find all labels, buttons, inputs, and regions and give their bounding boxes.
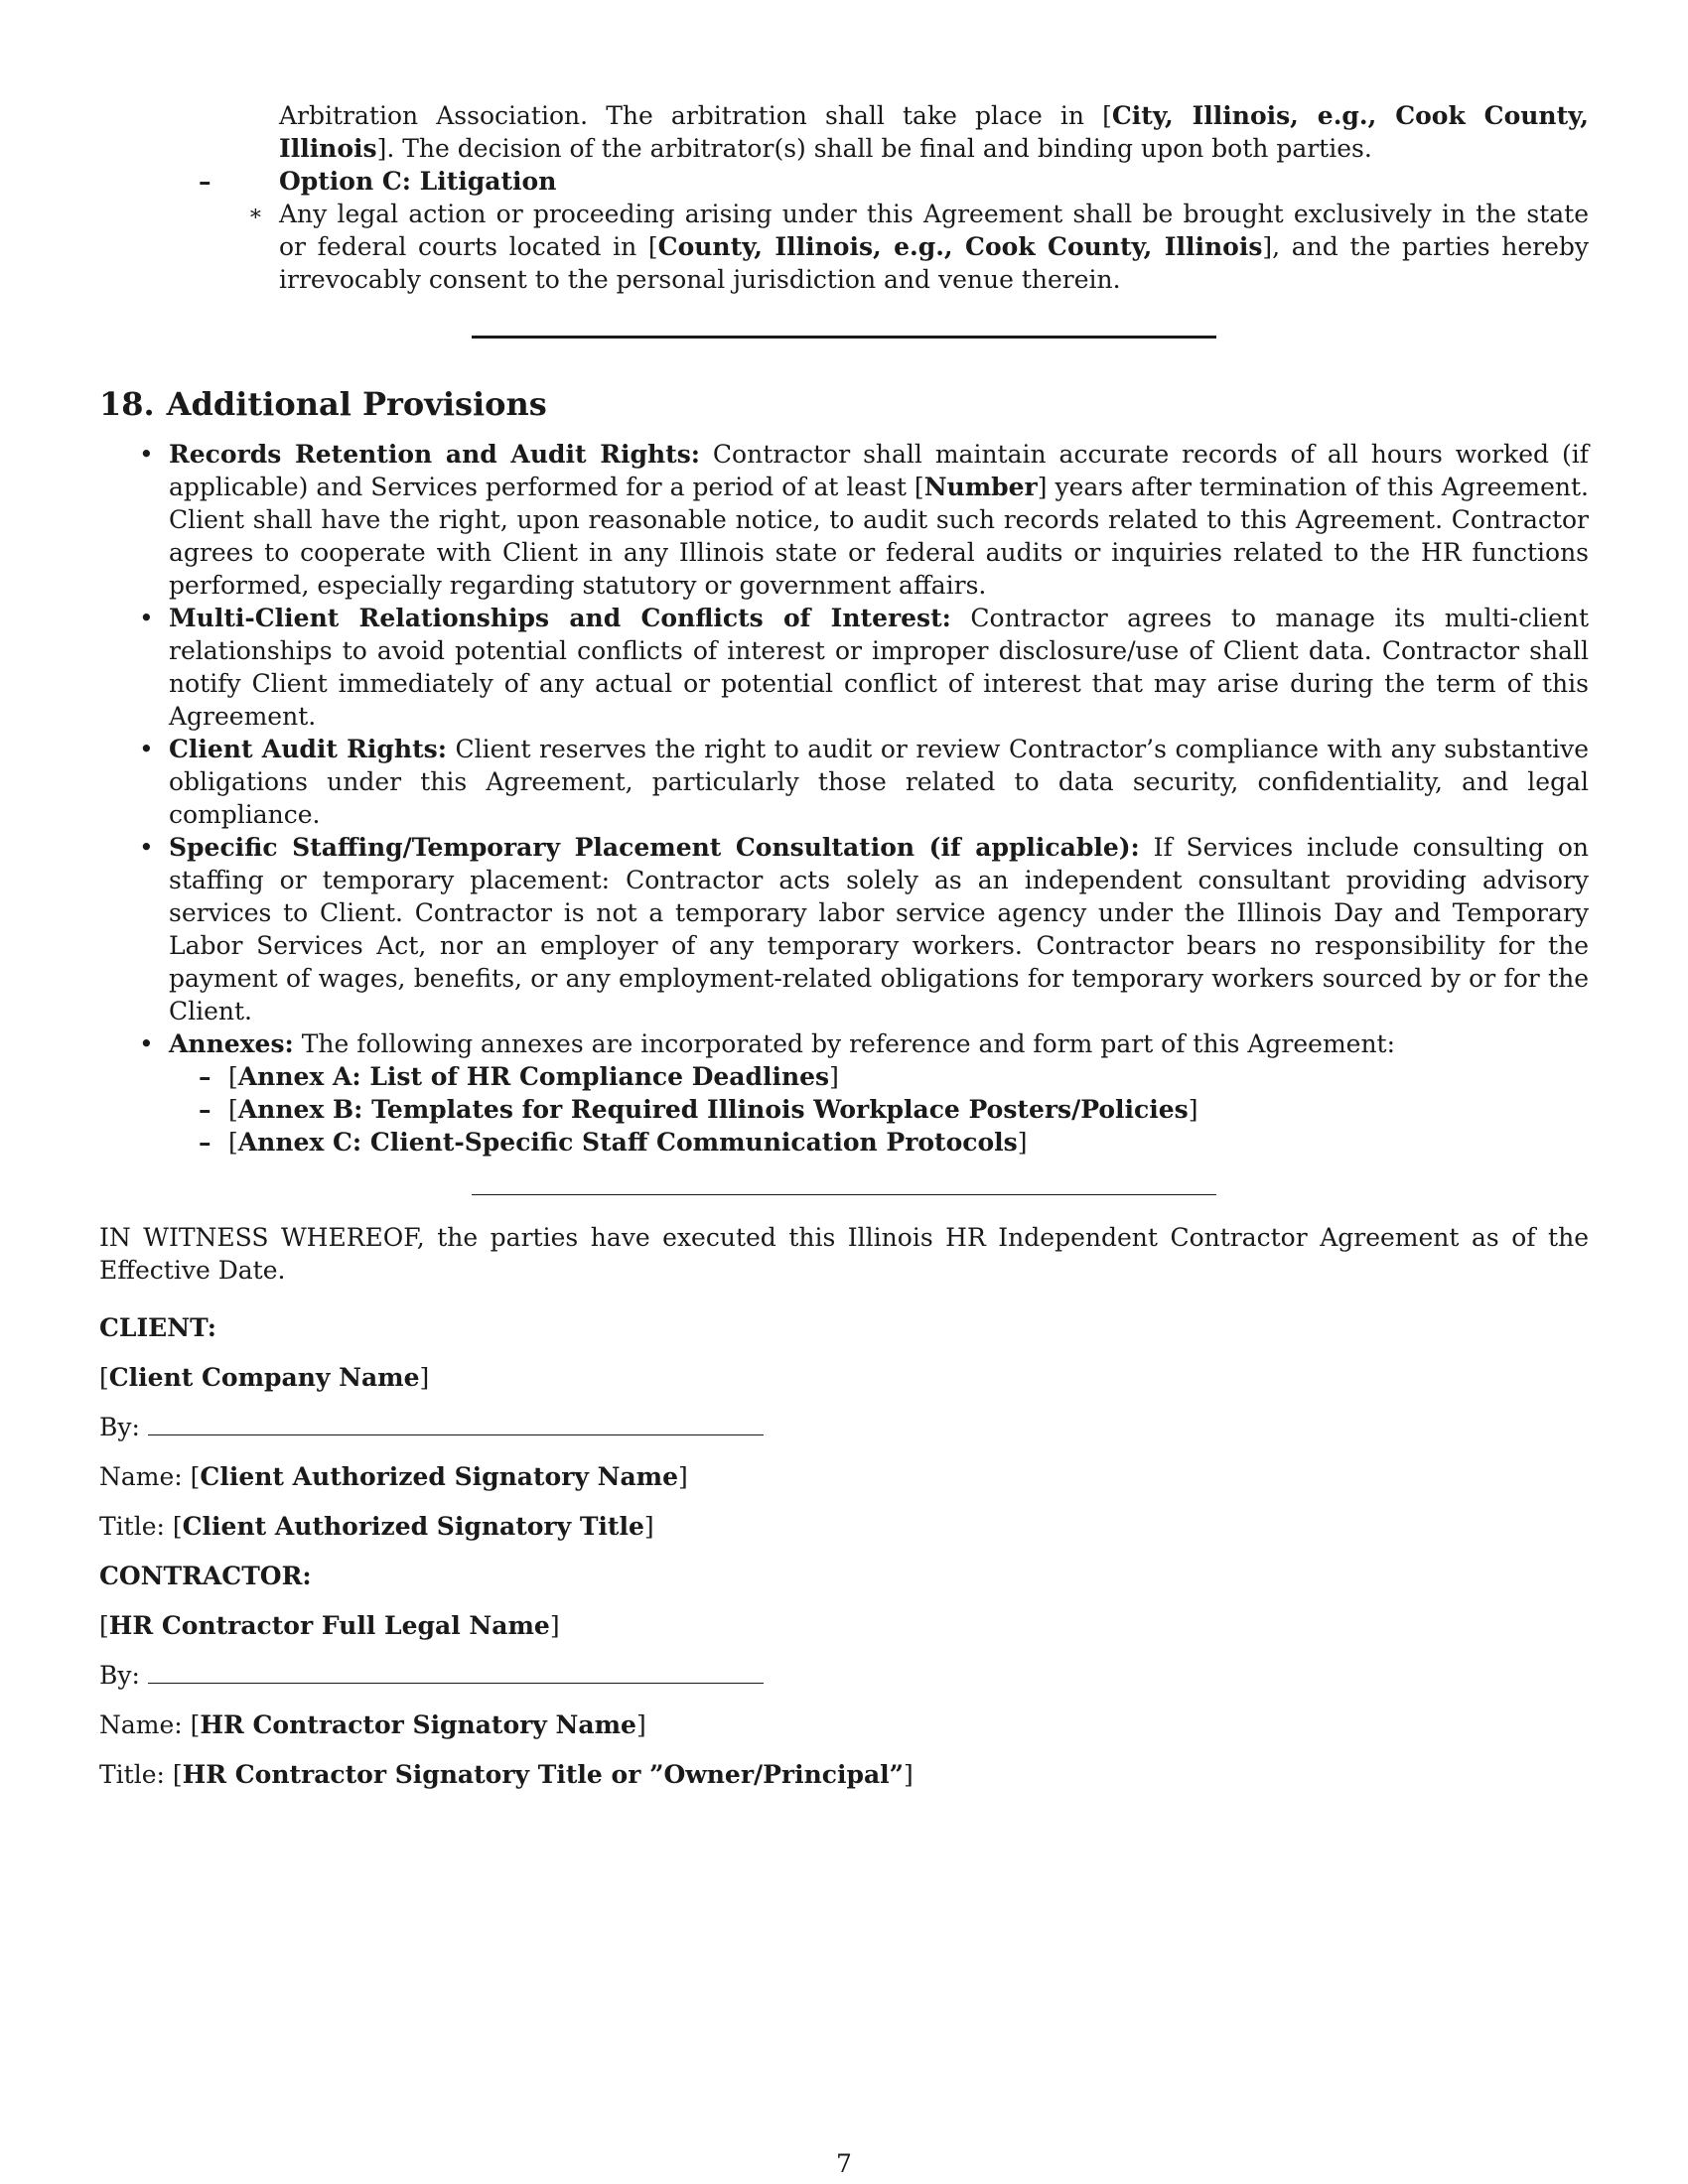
option-b-placeholder: City, Illinois, e.g., Cook County, Illinois xyxy=(279,101,1589,163)
client-by-line xyxy=(99,1411,1589,1443)
client-company: [Client Company Name] xyxy=(99,1363,430,1392)
contractor-name-line: Name: [HR Contractor Signatory Name] xyxy=(99,1710,646,1739)
contractor-signatory-title: HR Contractor Signatory Title or ”Owner/Principal” xyxy=(182,1760,905,1789)
annex-b: Annex B: Templates for Required Illinois Workplace Posters/Policies xyxy=(237,1095,1189,1124)
bullet-marker: • xyxy=(139,604,154,632)
contractor-by-line xyxy=(99,1659,1589,1692)
dash-marker: – xyxy=(199,1062,211,1091)
client-company-name: Client Company Name xyxy=(108,1363,420,1392)
item-text: Contractor shall maintain accurate records of all hours worked (if applicable) and Services performed for a period of at least [ xyxy=(169,440,1589,501)
item-label: Records Retention and Audit Rights: xyxy=(169,440,700,469)
item-text-end: ] years after termination of this Agreement. Client shall have the right, upon reasonable notice, to audit such records related to this Agreement. Contractor agrees to cooperate with Client in any Illinois state or federal audits or inquiries related to the HR functions performed, especially regarding statutory or government affairs. xyxy=(169,473,1589,600)
item-label: Multi-Client Relationships and Conflicts of Interest: xyxy=(169,604,951,632)
list-item xyxy=(99,1027,1589,1060)
client-signatory-title: Client Authorized Signatory Title xyxy=(182,1512,644,1541)
bullet-marker: • xyxy=(139,735,154,763)
list-item xyxy=(99,438,1589,602)
client-heading: CLIENT: xyxy=(99,1313,217,1342)
client-signatory-name: Client Authorized Signatory Name xyxy=(200,1462,679,1491)
client-title-line: Title: [Client Authorized Signatory Title] xyxy=(99,1512,654,1541)
name-label: Name: xyxy=(99,1710,183,1739)
signature-block xyxy=(99,1311,1589,1791)
section-title: Additional Provisions xyxy=(166,385,547,423)
item-text: Contractor agrees to manage its multi-client relationships to avoid potential conflicts of interest or improper disclosure/use of Client data. Contractor shall notify Client immediately of any actual or potential conflict of interest that may arise during the term of this Agreement. xyxy=(169,604,1589,731)
page-number: 7 xyxy=(836,2149,852,2178)
section-divider xyxy=(472,336,1216,339)
annex-a: Annex A: List of HR Compliance Deadlines xyxy=(237,1062,830,1091)
contractor-company: [HR Contractor Full Legal Name] xyxy=(99,1611,560,1640)
dash-marker: – xyxy=(199,1128,211,1157)
option-c-placeholder: County, Illinois, e.g., Cook County, Illinois xyxy=(657,232,1263,261)
annex-item: – [Annex A: List of HR Compliance Deadlines] xyxy=(199,1062,839,1091)
option-c-title: Option C: Litigation xyxy=(279,167,557,196)
title-label: Title: xyxy=(99,1760,165,1789)
contractor-signatory-name: HR Contractor Signatory Name xyxy=(200,1710,636,1739)
annex-c: Annex C: Client-Specific Staff Communication Protocols xyxy=(237,1128,1018,1157)
witness-clause: IN WITNESS WHEREOF, the parties have executed this Illinois HR Independent Contractor Agreement as of the Effective Date. xyxy=(99,1223,1589,1285)
contractor-title-line: Title: [HR Contractor Signatory Title or ”Owner/Principal”] xyxy=(99,1760,914,1789)
bullet-marker: • xyxy=(139,833,154,862)
name-label: Name: xyxy=(99,1462,183,1491)
option-b-continuation xyxy=(99,99,1589,165)
contractor-heading: CONTRACTOR: xyxy=(99,1562,312,1590)
option-c-heading xyxy=(99,165,1589,198)
option-b-text-end: ]. The decision of the arbitrator(s) shall be final and binding upon both parties. xyxy=(376,134,1372,163)
list-item xyxy=(99,831,1589,1027)
contractor-signature-line[interactable] xyxy=(148,1659,764,1684)
item-text: The following annexes are incorporated by reference and form part of this Agreement: xyxy=(293,1029,1396,1058)
list-item xyxy=(99,602,1589,733)
item-label: Client Audit Rights: xyxy=(169,735,447,763)
item-placeholder: Number xyxy=(923,473,1038,501)
item-text: Client reserves the right to audit or review Contractor’s compliance with any substantive obligations under this Agreement, particularly those related to data security, confidentiality, and legal compliance. xyxy=(169,735,1590,829)
annex-item: – [Annex B: Templates for Required Illinois Workplace Posters/Policies] xyxy=(199,1095,1198,1124)
document-page xyxy=(99,99,1589,1791)
by-label: By: xyxy=(99,1661,140,1690)
by-label: By: xyxy=(99,1413,140,1441)
option-b-text: Arbitration Association. The arbitration shall take place in [ xyxy=(279,101,1112,130)
section-heading xyxy=(99,384,1589,424)
list-item xyxy=(99,733,1589,831)
section-number: 18. xyxy=(99,385,155,423)
provisions-list xyxy=(99,438,1589,1060)
item-label: Annexes: xyxy=(169,1029,294,1058)
client-signature-line[interactable] xyxy=(148,1411,764,1435)
title-label: Title: xyxy=(99,1512,165,1541)
option-c-text-end: ], and the parties hereby irrevocably consent to the personal jurisdiction and venue therein. xyxy=(279,232,1590,294)
bullet-marker: • xyxy=(139,1029,154,1058)
client-name-line: Name: [Client Authorized Signatory Name] xyxy=(99,1462,688,1491)
annex-item: – [Annex C: Client-Specific Staff Communication Protocols] xyxy=(199,1128,1028,1157)
item-text: If Services include consulting on staffing or temporary placement: Contractor acts solely as an independent consultant providing advisory services to Client. Contractor is not a temporary labor service agency under the Illinois Day and Temporary Labor Services Act, nor an employer of any temporary workers. Contractor bears no responsibility for the payment of wages, benefits, or any employment-related obligations for temporary workers sourced by or for the Client. xyxy=(169,833,1590,1025)
option-c-text: Any legal action or proceeding arising under this Agreement shall be brought exclusively in the state or federal courts located in [ xyxy=(279,200,1589,261)
dash-marker: – xyxy=(199,167,211,196)
star-marker: ∗ xyxy=(248,202,263,226)
bullet-marker: • xyxy=(139,440,154,469)
divider xyxy=(472,1194,1216,1195)
option-c-item xyxy=(99,198,1589,296)
dash-marker: – xyxy=(199,1095,211,1124)
contractor-company-name: HR Contractor Full Legal Name xyxy=(108,1611,550,1640)
item-label: Specific Staffing/Temporary Placement Consultation (if applicable): xyxy=(169,833,1140,862)
